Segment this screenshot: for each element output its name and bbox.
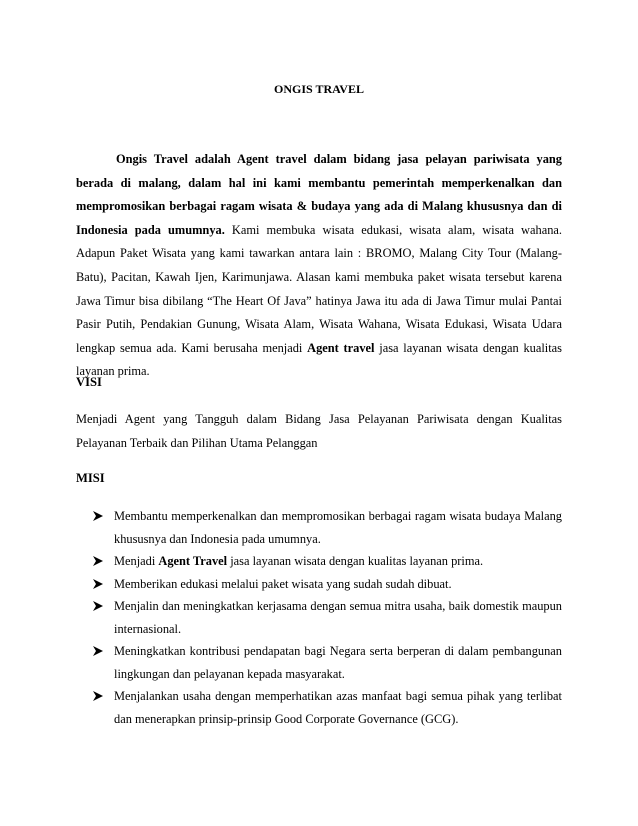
misi-item-text: jasa layanan wisata dengan kualitas layanan prima. [227, 554, 484, 568]
misi-item [76, 573, 562, 596]
intro-text-1: Kami membuka wisata edukasi, wisata alam, wisata wahana. Adapun Paket Wisata yang kami tawarkan antara lain : BROMO, Malang City Tour (Malang-Batu), Pacitan, Kawah Ijen, Karimunjawa. Alasan kami membuka paket wisata tersebut karena Jawa Timur bisa dibilang “The Heart Of Java” hatinya Jawa itu ada di Jawa Timur mulai Pantai Pasir Putih, Pendakian Gunung, Wisata Alam, Wisata Wahana, Wisata Edukasi, Wisata Udara lengkap semua ada. Kami berusaha menjadi [76, 222, 562, 355]
misi-item-text: Membantu memperkenalkan dan mempromosikan berbagai ragam wisata budaya Malang khususnya dan Indonesia pada umumnya. [114, 509, 562, 546]
visi-heading: VISI [76, 375, 102, 389]
misi-list [76, 505, 562, 730]
intro-paragraph [76, 148, 562, 384]
misi-heading: MISI [76, 471, 105, 485]
arrow-bullet-icon [92, 505, 106, 527]
arrow-bullet-icon [92, 685, 106, 707]
visi-text: Menjadi Agent yang Tangguh dalam Bidang Jasa Pelayanan Pariwisata dengan Kualitas Pelayanan Terbaik dan Pilihan Utama Pelanggan [76, 412, 562, 450]
arrow-bullet-icon [92, 573, 106, 595]
arrow-bullet-icon [92, 550, 106, 572]
document-title: ONGIS TRAVEL [274, 82, 364, 96]
misi-item [76, 640, 562, 685]
arrow-bullet-icon [92, 640, 106, 662]
arrow-bullet-icon [92, 595, 106, 617]
misi-item [76, 550, 562, 573]
misi-item-text: Menjadi [114, 554, 159, 568]
misi-item [76, 595, 562, 640]
misi-item-text: Menjalin dan meningkatkan kerjasama dengan semua mitra usaha, baik domestik maupun internasional. [114, 599, 562, 636]
misi-item-text: Meningkatkan kontribusi pendapatan bagi Negara serta berperan di dalam pembangunan lingkungan dan pelayanan kepada masyarakat. [114, 644, 562, 681]
misi-item [76, 505, 562, 550]
misi-item-bold: Agent Travel [158, 554, 228, 568]
misi-item-text: Memberikan edukasi melalui paket wisata yang sudah sudah dibuat. [114, 576, 452, 591]
intro-agent-travel: Agent travel [307, 340, 375, 355]
misi-item-text: Menjalankan usaha dengan memperhatikan azas manfaat bagi semua pihak yang terlibat dan menerapkan prinsip-prinsip Good Corporate Governance (GCG). [114, 689, 562, 726]
intro-bold-text: Ongis Travel adalah Agent travel dalam bidang jasa pelayan pariwisata yang berada di malang, dalam hal ini kami membantu pemerintah memperkenalkan dan mempromosikan berbagai ragam wisata & budaya yang ada di Malang khususnya dan di Indonesia pada umumnya. [76, 152, 562, 237]
intro-text-2: jasa layanan wisata dengan kualitas layanan prima. [76, 340, 562, 379]
misi-item [76, 685, 562, 730]
